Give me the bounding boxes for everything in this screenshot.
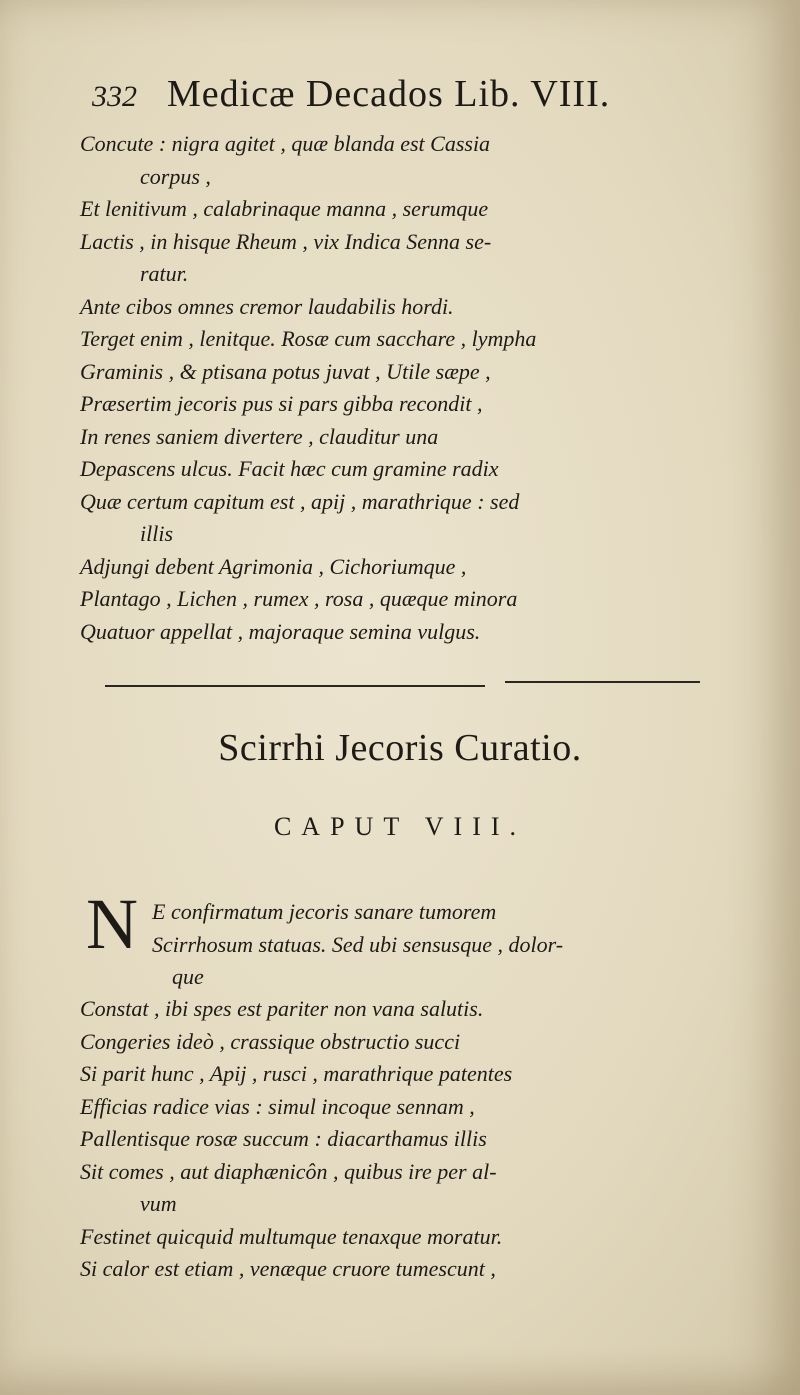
verse-line: Adjungi debent Agrimonia , Cichoriumque , <box>80 553 467 579</box>
verse-line: Constat , ibi spes est pariter non vana salutis. <box>80 996 484 1021</box>
drop-cap: N <box>86 884 138 964</box>
verse-line: Præsertim jecoris pus si pars gibba recondit , <box>80 391 483 416</box>
verse-line: Terget enim , lenitque. Rosæ cum sacchare , lympha <box>80 326 537 351</box>
verse-line: Quæ certum capitum est , apij , marathrique : sed <box>80 488 520 514</box>
chapter-heading: CAPUT VIII. <box>273 812 527 841</box>
verse-line: Festinet quicquid multumque tenaxque moratur. <box>80 1223 503 1249</box>
verse-line: Sit comes , aut diaphænicôn , quibus ire per al- <box>80 1158 497 1184</box>
divider-rule <box>105 685 485 687</box>
verse-line: illis <box>140 521 174 546</box>
verse-line: que <box>172 964 204 989</box>
verse-line: Concute : nigra agitet , quæ blanda est Cassia <box>80 131 491 156</box>
verse-line: Ante cibos omnes cremor laudabilis hordi. <box>80 293 454 319</box>
verse-block-top <box>80 128 760 648</box>
page-number: 332 <box>92 80 137 113</box>
verse-line: Congeries ideò , crassique obstructio succi <box>80 1028 461 1054</box>
verse-line: Quatuor appellat , majoraque semina vulgus. <box>80 618 481 644</box>
verse-line: In renes saniem divertere , clauditur una <box>80 423 439 449</box>
verse-line: ratur. <box>140 261 189 286</box>
verse-line: Plantago , Lichen , rumex , rosa , quæque minora <box>80 586 518 611</box>
verse-line: Si parit hunc , Apij , rusci , marathrique patentes <box>80 1061 513 1086</box>
divider-rule <box>505 681 700 683</box>
verse-line: Pallentisque rosæ succum : diacarthamus illis <box>80 1126 487 1151</box>
chapter-opening-lines <box>152 896 563 994</box>
verse-line: Lactis , in hisque Rheum , vix Indica Senna se- <box>80 228 492 254</box>
verse-line: Scirrhosum statuas. Sed ubi sensusque , dolor- <box>152 931 564 957</box>
verse-block-bottom <box>80 993 760 1286</box>
verse-line: Depascens ulcus. Facit hæc cum gramine radix <box>80 456 499 481</box>
running-title: Medicæ Decados Lib. VIII. <box>167 73 611 115</box>
verse-line: Et lenitivum , calabrinaque manna , serumque <box>80 196 489 221</box>
verse-line: vum <box>140 1191 177 1216</box>
verse-line: E confirmatum jecoris sanare tumorem <box>152 899 497 924</box>
verse-line: corpus , <box>140 163 211 189</box>
page-header <box>92 72 712 124</box>
verse-line: Efficias radice vias : simul incoque sennam , <box>80 1093 475 1119</box>
verse-line: Graminis , & ptisana potus juvat , Utile sæpe , <box>80 358 491 384</box>
verse-line: Si calor est etiam , venæque cruore tumescunt , <box>80 1256 496 1281</box>
section-title: Scirrhi Jecoris Curatio. <box>218 727 582 769</box>
